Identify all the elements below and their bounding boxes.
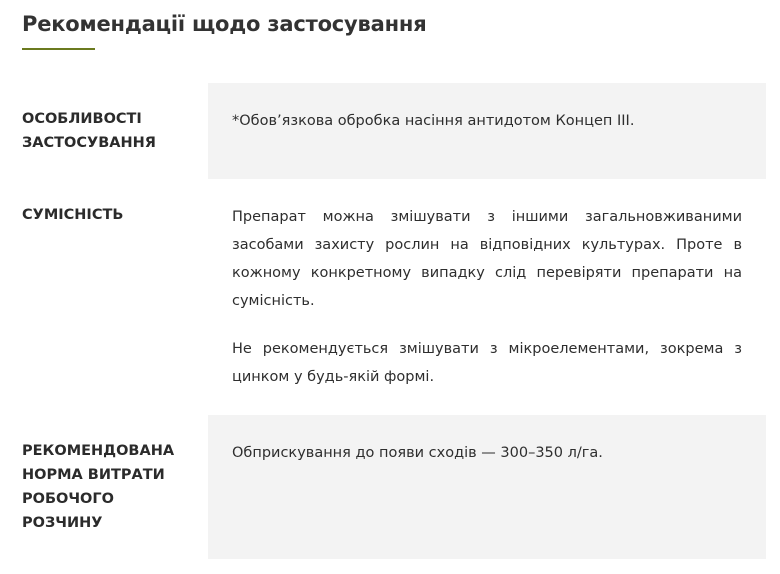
section-title: Рекомендації щодо застосування: [22, 12, 427, 36]
row-paragraph: Обприскування до появи сходів — 300–350 л/га.: [232, 445, 603, 461]
row-label: РЕКОМЕНДОВАНА НОРМА ВИТРАТИ РОБОЧОГО РОЗЧИНУ: [22, 443, 175, 531]
row-content: [208, 415, 766, 559]
row-paragraph: Препарат можна змішувати з іншими загальновживаними засобами захисту рослин на відповідних культурах. Проте в кожному конкретному випадку слід перевіряти препарати на сумісність.: [232, 209, 742, 309]
row-label: ОСОБЛИВОСТІ ЗАСТОСУВАННЯ: [22, 111, 156, 151]
title-underline: [22, 48, 95, 50]
row-content: [208, 179, 766, 415]
row-label: СУМІСНІСТЬ: [22, 207, 124, 223]
row-paragraph: *Обов’язкова обробка насіння антидотом Концеп ІІІ.: [232, 113, 635, 129]
row-paragraph: Не рекомендується змішувати з мікроелементами, зокрема з цинком у будь-якій формі.: [232, 341, 742, 385]
row-content: [208, 83, 766, 179]
